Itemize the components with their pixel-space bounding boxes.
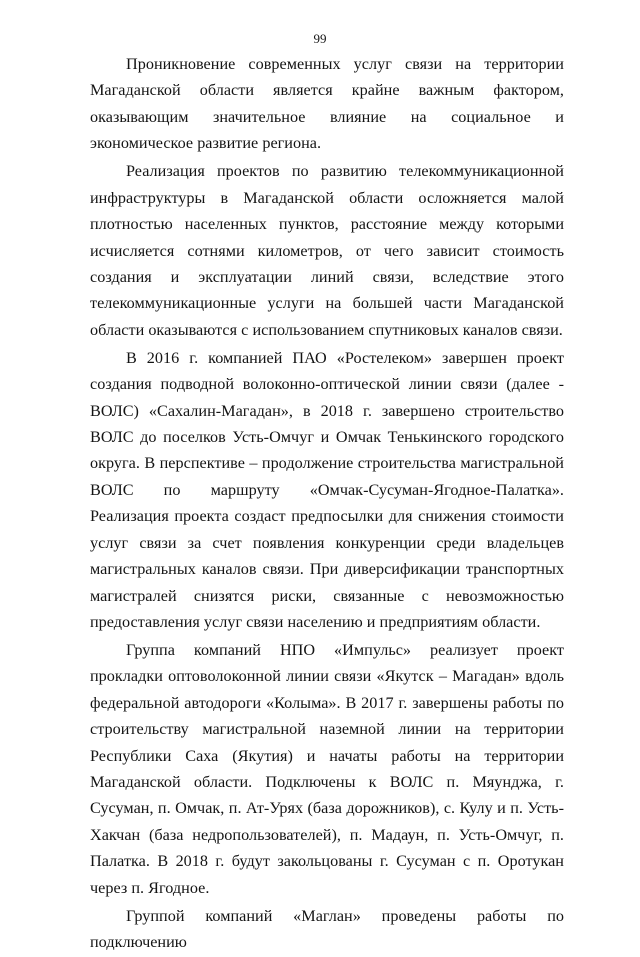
paragraph-internet-penetration: Проникновение современных услуг связи на территории Магаданской области является крайне важным фактором, оказывающим значительное влияние на социальное и экономическое развитие региона. (90, 55, 564, 153)
paragraph-maglan-connection: Группой компаний «Маглан» проведены работы по подключению (90, 906, 564, 952)
paragraph-infrastructure-challenges: Реализация проектов по развитию телекоммуникационной инфраструктуры в Магаданской области осложняется малой плотностью населенных пунктов, расстояние между которыми исчисляется сотнями километров, от чего зависит стоимость создания и эксплуатации линий связи, вследствие этого телекоммуникационные услуги на большей части Магаданской области оказываются с использованием спутниковых каналов связи. (90, 162, 564, 339)
paragraph-rostelecom-fiber: В 2016 г. компанией ПАО «Ростелеком» завершен проект создания подводной волоконно-оптической линии связи (далее - ВОЛС) «Сахалин-Магадан», в 2018 г. завершено строительство ВОЛС до поселков Усть-Омчуг и Омчак Тенькинского городского округа. В перспективе – продолжение строительства магистральной ВОЛС по маршруту «Омчак-Сусуман-Ягодное-Палатка». Реализация проекта создаст предпосылки для снижения стоимости услуг связи за счет появления конкуренции среди владельцев магистральных каналов связи. При диверсификации транспортных магистралей снизятся риски, связанные с невозможностью предоставления услуг связи населению и предприятиям области. (90, 348, 564, 631)
page-number: 99 (313, 31, 327, 46)
paragraph-impuls-fiber: Группа компаний НПО «Импульс» реализует проект прокладки оптоволоконной линии связи «Якутск – Магадан» вдоль федеральной автодороги «Колыма». В 2017 г. завершены работы по строительству магистральной наземной линии на территории Республики Саха (Якутия) и начаты работы на территории Магаданской области. Подключены к ВОЛС п. Мяунджа, г. Сусуман, п. Омчак, п. Ат-Урях (база дорожников), с. Кулу и п. Усть-Хакчан (база недропользователей), п. Мадаун, п. Усть-Омчуг, п. Палатка. В 2018 г. будут закольцованы г. Сусуман с п. Оротукан через п. Ягодное. (90, 641, 564, 897)
document-body (90, 51, 564, 957)
